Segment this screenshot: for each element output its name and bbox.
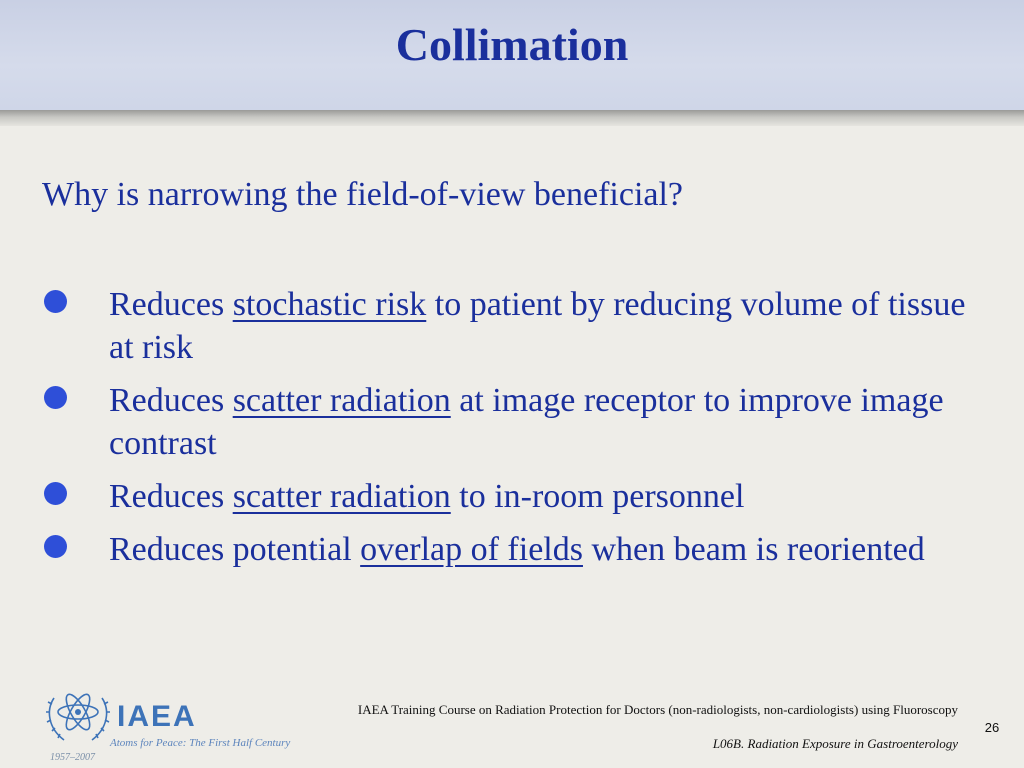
page-number: 26 (984, 720, 1000, 735)
bullet-underlined-term: scatter radiation (232, 478, 451, 515)
bullet-text-before: Reduces (109, 478, 233, 515)
bullet-dot-icon (44, 535, 67, 558)
bullet-text-after: to patient by reducing volume of tissue at risk (109, 286, 966, 366)
bullet-item (0, 528, 1024, 571)
iaea-wordmark: IAEA (117, 700, 197, 733)
bullet-item (0, 379, 1024, 465)
logo-tagline: Atoms for Peace: The First Half Century (110, 737, 291, 749)
bullet-underlined-term: stochastic risk (232, 286, 427, 323)
iaea-emblem-icon (40, 688, 116, 750)
footer-lecture: L06B. Radiation Exposure in Gastroenterology (712, 736, 958, 751)
title-band-shadow (0, 110, 1024, 126)
bullet-underlined-term: overlap of fields (360, 531, 583, 568)
bullet-item (0, 475, 1024, 518)
bullet-dot-icon (44, 290, 67, 313)
bullet-dot-icon (44, 482, 67, 505)
bullet-text-after: to in-room personnel (450, 478, 745, 515)
slide-question: Why is narrowing the field-of-view beneficial? (42, 176, 684, 213)
logo-years: 1957–2007 (50, 752, 95, 763)
bullet-list (0, 283, 1024, 581)
slide-title: Collimation (395, 19, 629, 70)
bullet-text-after: at image receptor to improve image contrast (109, 382, 944, 462)
bullet-underlined-term: scatter radiation (232, 382, 451, 419)
bullet-dot-icon (44, 386, 67, 409)
bullet-text-before: Reduces (109, 286, 233, 323)
bullet-text-after: when beam is reoriented (582, 531, 925, 568)
footer-course: IAEA Training Course on Radiation Protection for Doctors (non-radiologists, non-cardiologists) using Fluoroscopy (357, 702, 958, 717)
bullet-text-before: Reduces potential (109, 531, 361, 568)
bullet-item (0, 283, 1024, 369)
bullet-text-before: Reduces (109, 382, 233, 419)
